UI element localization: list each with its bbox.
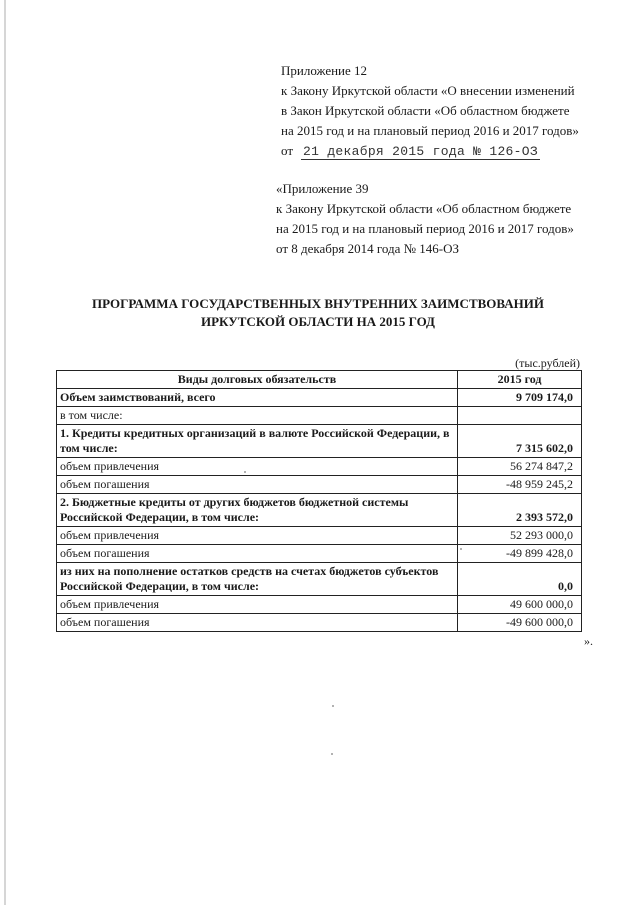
row-label: объем погашения [57, 614, 458, 632]
table-row [57, 563, 582, 596]
appendix-line: к Закону Иркутской области «О внесении изменений [281, 83, 575, 98]
row-value: 7 315 602,0 [458, 425, 582, 458]
appendix-line: от 8 декабря 2014 года № 146-ОЗ [276, 241, 460, 256]
table-row [57, 545, 582, 563]
appendix-line: «Приложение 39 [276, 181, 369, 196]
row-label: объем погашения [57, 545, 458, 563]
row-label: объем привлечения [57, 527, 458, 545]
row-value: -48 959 245,2 [458, 476, 582, 494]
title-line-2: ИРКУТСКОЙ ОБЛАСТИ НА 2015 ГОД [201, 314, 435, 329]
table-row [57, 494, 582, 527]
row-value: 49 600 000,0 [458, 596, 582, 614]
table-row [57, 407, 582, 425]
title-line-1: ПРОГРАММА ГОСУДАРСТВЕННЫХ ВНУТРЕННИХ ЗАИМСТВОВАНИЙ [92, 296, 544, 311]
row-value: 52 293 000,0 [458, 527, 582, 545]
table-row [57, 476, 582, 494]
scan-speck [244, 471, 246, 473]
borrowing-table [56, 370, 582, 632]
scan-speck [460, 548, 462, 550]
row-label: 2. Бюджетные кредиты от других бюджетов бюджетной системы Российской Федерации, в том числе: [57, 494, 458, 527]
appendix-line: к Закону Иркутской области «Об областном бюджете [276, 201, 572, 216]
table-header-row [57, 371, 582, 389]
row-value: 2 393 572,0 [458, 494, 582, 527]
table-row [57, 527, 582, 545]
row-label: в том числе: [57, 407, 458, 425]
row-value: 56 274 847,2 [458, 458, 582, 476]
date-prefix: от [281, 143, 294, 158]
row-label: 1. Кредиты кредитных организаций в валюте Российской Федерации, в том числе: [57, 425, 458, 458]
row-value: 0,0 [458, 563, 582, 596]
column-header-obligations: Виды долговых обязательств [57, 371, 458, 389]
units-label: (тыс.рублей) [515, 356, 580, 370]
row-label: из них на пополнение остатков средств на счетах бюджетов субъектов Российской Федерации, в том числе: [57, 563, 458, 596]
table-row [57, 425, 582, 458]
table-row [57, 389, 582, 407]
scan-edge [4, 0, 6, 905]
row-label: объем привлечения [57, 458, 458, 476]
column-header-year: 2015 год [458, 371, 582, 389]
table-row [57, 614, 582, 632]
scan-speck [332, 705, 334, 707]
row-value [458, 407, 582, 425]
law-date-number: 21 декабря 2015 года № 126-ОЗ [303, 144, 538, 159]
appendix-line: в Закон Иркутской области «Об областном бюджете [281, 103, 570, 118]
row-label: Объем заимствований, всего [57, 389, 458, 407]
closing-quote-mark: ». [584, 634, 593, 648]
appendix-date-line [281, 141, 611, 162]
table-row [57, 596, 582, 614]
row-label: объем погашения [57, 476, 458, 494]
row-value: -49 600 000,0 [458, 614, 582, 632]
table-row [57, 458, 582, 476]
appendix-header-original [276, 179, 606, 259]
appendix-header-current [281, 61, 611, 162]
row-value: 9 709 174,0 [458, 389, 582, 407]
appendix-line: на 2015 год и на плановый период 2016 и 2017 годов» [281, 123, 579, 138]
appendix-line: на 2015 год и на плановый период 2016 и 2017 годов» [276, 221, 574, 236]
document-title [56, 295, 580, 331]
appendix-line: Приложение 12 [281, 63, 368, 78]
row-value: -49 899 428,0 [458, 545, 582, 563]
row-label: объем привлечения [57, 596, 458, 614]
scan-speck [331, 753, 333, 755]
